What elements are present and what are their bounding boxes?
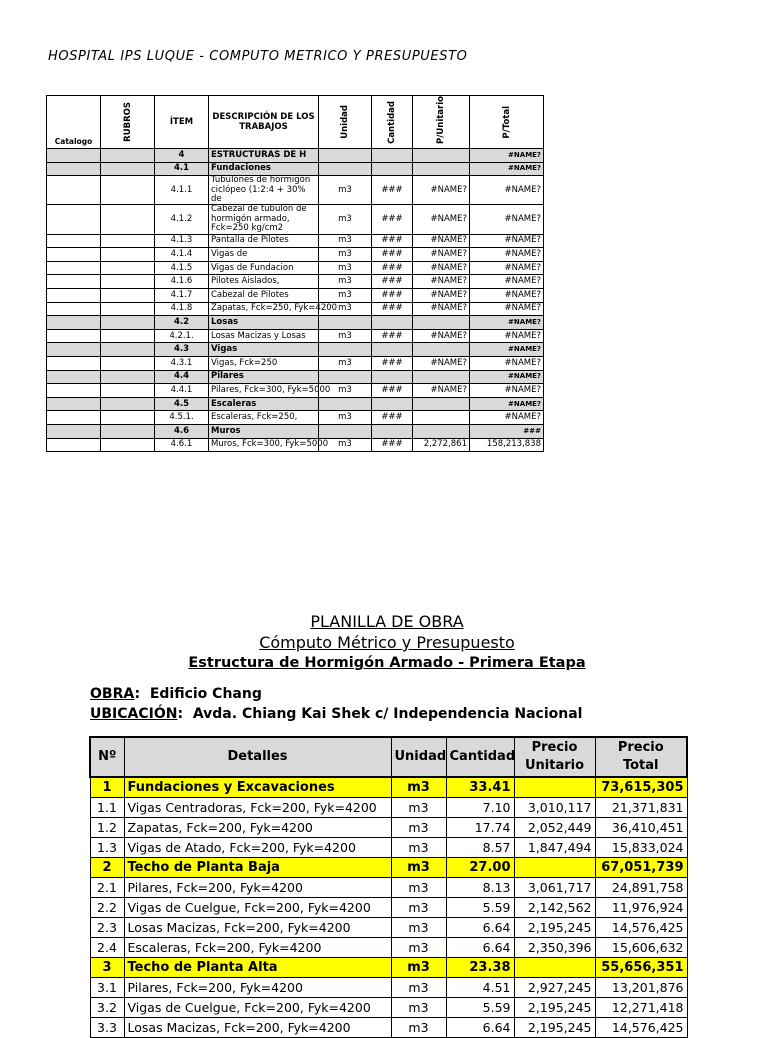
qty-cell: ### bbox=[372, 234, 413, 248]
header-n: Nº bbox=[90, 737, 124, 777]
pt-cell: 24,891,758 bbox=[595, 878, 687, 898]
pu-cell: #NAME? bbox=[413, 205, 470, 234]
unit-cell: m3 bbox=[391, 918, 446, 938]
pu-cell: #NAME? bbox=[413, 261, 470, 275]
rubros-cell bbox=[101, 162, 155, 176]
number-cell: 3 bbox=[90, 958, 124, 978]
qty-cell: 4.51 bbox=[446, 978, 514, 998]
item-cell: 4.1.7 bbox=[155, 289, 209, 303]
ubicacion-line: UBICACIÓN: Avda. Chiang Kai Shek c/ Independencia Nacional bbox=[90, 706, 583, 722]
detalle-cell: Techo de Planta Alta bbox=[124, 958, 391, 978]
group-row bbox=[47, 149, 544, 163]
item-cell: 4.1.5 bbox=[155, 261, 209, 275]
pt-cell: 11,976,924 bbox=[595, 898, 687, 918]
number-cell: 1.2 bbox=[90, 818, 124, 838]
unit-cell: m3 bbox=[319, 261, 372, 275]
number-cell: 1 bbox=[90, 777, 124, 798]
unit-cell: m3 bbox=[391, 978, 446, 998]
table-row bbox=[90, 1018, 687, 1038]
group-row bbox=[47, 397, 544, 411]
desc-cell: ESTRUCTURAS DE H bbox=[209, 149, 319, 163]
unit-cell: m3 bbox=[319, 411, 372, 425]
desc-cell: Escaleras bbox=[209, 397, 319, 411]
pt-cell: 12,271,418 bbox=[595, 998, 687, 1018]
qty-cell: ### bbox=[372, 329, 413, 343]
pt-cell: #NAME? bbox=[470, 248, 544, 262]
pu-cell: #NAME? bbox=[413, 248, 470, 262]
planilla-header-row bbox=[90, 737, 687, 777]
unit-cell: m3 bbox=[319, 302, 372, 316]
catalogo-cell bbox=[47, 384, 101, 398]
pu-cell: #NAME? bbox=[413, 234, 470, 248]
table-row bbox=[47, 302, 544, 316]
number-cell: 2.2 bbox=[90, 898, 124, 918]
catalogo-cell bbox=[47, 397, 101, 411]
pu-cell: #NAME? bbox=[413, 275, 470, 289]
table-row bbox=[47, 261, 544, 275]
header-rubros: RUBROS bbox=[101, 96, 155, 149]
catalogo-cell bbox=[47, 234, 101, 248]
pt-cell: 55,656,351 bbox=[595, 958, 687, 978]
number-cell: 2.3 bbox=[90, 918, 124, 938]
item-cell: 4.1.6 bbox=[155, 275, 209, 289]
rubros-cell bbox=[101, 149, 155, 163]
item-cell: 4.5.1. bbox=[155, 411, 209, 425]
table-row bbox=[90, 818, 687, 838]
rubros-cell bbox=[101, 289, 155, 303]
unit-cell: m3 bbox=[319, 384, 372, 398]
item-cell: 4.2.1. bbox=[155, 329, 209, 343]
pt-cell: #NAME? bbox=[470, 275, 544, 289]
table-row bbox=[47, 248, 544, 262]
detalle-cell: Pilares, Fck=200, Fyk=4200 bbox=[124, 878, 391, 898]
pu-cell: #NAME? bbox=[413, 329, 470, 343]
group-row bbox=[47, 343, 544, 357]
catalogo-cell bbox=[47, 248, 101, 262]
qty-cell: 33.41 bbox=[446, 777, 514, 798]
table-row bbox=[47, 289, 544, 303]
header-catalogo: Catalogo bbox=[47, 96, 101, 149]
item-cell: 4.6.1 bbox=[155, 438, 209, 452]
pt-cell: #NAME? bbox=[470, 343, 544, 357]
pu-cell bbox=[413, 424, 470, 438]
pu-cell: #NAME? bbox=[413, 176, 470, 205]
number-cell: 3.3 bbox=[90, 1018, 124, 1038]
unit-cell bbox=[319, 397, 372, 411]
unit-cell: m3 bbox=[391, 898, 446, 918]
desc-cell: Pilares bbox=[209, 370, 319, 384]
header-precio-total: Precio Total bbox=[595, 737, 687, 777]
pu-cell bbox=[514, 858, 595, 878]
header-cantidad: Cantidad bbox=[372, 96, 413, 149]
rubros-cell bbox=[101, 261, 155, 275]
catalogo-cell bbox=[47, 149, 101, 163]
pu-cell: 2,142,562 bbox=[514, 898, 595, 918]
ubicacion-label: UBICACIÓN bbox=[90, 706, 178, 722]
group-row bbox=[47, 424, 544, 438]
rubros-cell bbox=[101, 176, 155, 205]
unit-cell: m3 bbox=[319, 356, 372, 370]
unit-cell: m3 bbox=[319, 248, 372, 262]
catalogo-cell bbox=[47, 370, 101, 384]
desc-cell: Pilares, Fck=300, Fyk=5000 bbox=[209, 384, 319, 398]
catalogo-cell bbox=[47, 316, 101, 330]
header-descripcion: DESCRIPCIÓN DE LOS TRABAJOS bbox=[209, 96, 319, 149]
desc-cell: Losas bbox=[209, 316, 319, 330]
item-cell: 4.6 bbox=[155, 424, 209, 438]
unit-cell: m3 bbox=[391, 838, 446, 858]
rubros-cell bbox=[101, 343, 155, 357]
qty-cell bbox=[372, 424, 413, 438]
number-cell: 2.1 bbox=[90, 878, 124, 898]
pt-cell: #NAME? bbox=[470, 289, 544, 303]
rubros-cell bbox=[101, 205, 155, 234]
number-cell: 2.4 bbox=[90, 938, 124, 958]
table-row bbox=[47, 438, 544, 452]
rubros-cell bbox=[101, 329, 155, 343]
unit-cell: m3 bbox=[391, 798, 446, 818]
qty-cell: ### bbox=[372, 205, 413, 234]
pt-cell: 14,576,425 bbox=[595, 1018, 687, 1038]
desc-cell: Tubulones de hormigón ciclópeo (1:2:4 + 30% de bbox=[209, 176, 319, 205]
header-ptotal: P/Total bbox=[470, 96, 544, 149]
table-row bbox=[90, 878, 687, 898]
header-detalles: Detalles bbox=[124, 737, 391, 777]
item-cell: 4.4 bbox=[155, 370, 209, 384]
rubros-cell bbox=[101, 424, 155, 438]
qty-cell: 6.64 bbox=[446, 938, 514, 958]
item-cell: 4.1.3 bbox=[155, 234, 209, 248]
pt-cell: #NAME? bbox=[470, 302, 544, 316]
group-row bbox=[47, 370, 544, 384]
pt-cell: 67,051,739 bbox=[595, 858, 687, 878]
pt-cell: 21,371,831 bbox=[595, 798, 687, 818]
pu-cell: 2,195,245 bbox=[514, 918, 595, 938]
qty-cell bbox=[372, 316, 413, 330]
qty-cell: 5.59 bbox=[446, 898, 514, 918]
pu-cell: #NAME? bbox=[413, 302, 470, 316]
detalle-cell: Vigas de Cuelgue, Fck=200, Fyk=4200 bbox=[124, 898, 391, 918]
planilla-title: PLANILLA DE OBRA bbox=[310, 612, 464, 631]
catalogo-cell bbox=[47, 329, 101, 343]
section-row bbox=[90, 777, 687, 798]
desc-cell: Escaleras, Fck=250, bbox=[209, 411, 319, 425]
pu-cell bbox=[413, 343, 470, 357]
rubros-cell bbox=[101, 397, 155, 411]
unit-cell: m3 bbox=[391, 858, 446, 878]
table-row bbox=[90, 838, 687, 858]
obra-value: Edificio Chang bbox=[149, 686, 262, 702]
unit-cell: m3 bbox=[391, 998, 446, 1018]
desc-cell: Zapatas, Fck=250, Fyk=4200 bbox=[209, 302, 319, 316]
catalogo-cell bbox=[47, 356, 101, 370]
rubros-cell bbox=[101, 370, 155, 384]
table-row bbox=[90, 898, 687, 918]
pu-cell: 2,052,449 bbox=[514, 818, 595, 838]
pt-cell: #NAME? bbox=[470, 384, 544, 398]
pu-cell: 2,272,861 bbox=[413, 438, 470, 452]
catalogo-cell bbox=[47, 275, 101, 289]
detalle-cell: Vigas Centradoras, Fck=200, Fyk=4200 bbox=[124, 798, 391, 818]
pt-cell: 158,213,838 bbox=[470, 438, 544, 452]
pt-cell: 15,833,024 bbox=[595, 838, 687, 858]
item-cell: 4.3 bbox=[155, 343, 209, 357]
unit-cell bbox=[319, 370, 372, 384]
pt-cell: 15,606,632 bbox=[595, 938, 687, 958]
planilla-subtitle: Cómputo Métrico y Presupuesto bbox=[259, 633, 515, 652]
pt-cell: #NAME? bbox=[470, 162, 544, 176]
detalle-cell: Vigas de Atado, Fck=200, Fyk=4200 bbox=[124, 838, 391, 858]
desc-cell: Vigas de bbox=[209, 248, 319, 262]
table-row bbox=[47, 205, 544, 234]
desc-cell: Pilotes Aislados, bbox=[209, 275, 319, 289]
pu-cell bbox=[413, 162, 470, 176]
detalle-cell: Vigas de Cuelgue, Fck=200, Fyk=4200 bbox=[124, 998, 391, 1018]
obra-label: OBRA bbox=[90, 686, 135, 702]
unit-cell: m3 bbox=[319, 176, 372, 205]
table-row bbox=[47, 411, 544, 425]
pu-cell: 2,195,245 bbox=[514, 998, 595, 1018]
rubros-cell bbox=[101, 302, 155, 316]
pu-cell: 2,195,245 bbox=[514, 1018, 595, 1038]
ubicacion-value: Avda. Chiang Kai Shek c/ Independencia Nacional bbox=[192, 706, 583, 722]
catalogo-cell bbox=[47, 289, 101, 303]
item-cell: 4.1.1 bbox=[155, 176, 209, 205]
pt-cell: 73,615,305 bbox=[595, 777, 687, 798]
planilla-subtitle-2: Estructura de Hormigón Armado - Primera Etapa bbox=[188, 655, 586, 671]
pt-cell: #NAME? bbox=[470, 176, 544, 205]
catalogo-cell bbox=[47, 261, 101, 275]
unit-cell: m3 bbox=[319, 289, 372, 303]
table-row bbox=[47, 384, 544, 398]
item-cell: 4.5 bbox=[155, 397, 209, 411]
group-row bbox=[47, 316, 544, 330]
pt-cell: #NAME? bbox=[470, 397, 544, 411]
rubros-cell bbox=[101, 384, 155, 398]
qty-cell bbox=[372, 343, 413, 357]
catalogo-cell bbox=[47, 411, 101, 425]
qty-cell: 5.59 bbox=[446, 998, 514, 1018]
group-row bbox=[47, 162, 544, 176]
pt-cell: #NAME? bbox=[470, 329, 544, 343]
number-cell: 1.1 bbox=[90, 798, 124, 818]
desc-cell: Vigas, Fck=250 bbox=[209, 356, 319, 370]
pt-cell: #NAME? bbox=[470, 234, 544, 248]
qty-cell: 8.13 bbox=[446, 878, 514, 898]
qty-cell: 23.38 bbox=[446, 958, 514, 978]
rubros-cell bbox=[101, 248, 155, 262]
item-cell: 4.1.8 bbox=[155, 302, 209, 316]
unit-cell bbox=[319, 162, 372, 176]
qty-cell: ### bbox=[372, 248, 413, 262]
unit-cell: m3 bbox=[391, 878, 446, 898]
pt-cell: #NAME? bbox=[470, 370, 544, 384]
pt-cell: #NAME? bbox=[470, 149, 544, 163]
unit-cell: m3 bbox=[391, 958, 446, 978]
table-row bbox=[47, 356, 544, 370]
pt-cell: 36,410,451 bbox=[595, 818, 687, 838]
catalogo-cell bbox=[47, 176, 101, 205]
qty-cell: 6.64 bbox=[446, 1018, 514, 1038]
obra-line: OBRA: Edificio Chang bbox=[90, 686, 262, 702]
pu-cell bbox=[413, 149, 470, 163]
pt-cell: ### bbox=[470, 424, 544, 438]
table-row bbox=[90, 938, 687, 958]
qty-cell: ### bbox=[372, 302, 413, 316]
catalogo-cell bbox=[47, 302, 101, 316]
rubros-cell bbox=[101, 356, 155, 370]
pu-cell bbox=[413, 370, 470, 384]
detalle-cell: Losas Macizas, Fck=200, Fyk=4200 bbox=[124, 1018, 391, 1038]
pt-cell: #NAME? bbox=[470, 205, 544, 234]
pu-cell: 3,010,117 bbox=[514, 798, 595, 818]
unit-cell bbox=[319, 343, 372, 357]
doc1-title: HOSPITAL IPS LUQUE - COMPUTO METRICO Y PRESUPUESTO bbox=[48, 49, 468, 64]
item-cell: 4.3.1 bbox=[155, 356, 209, 370]
qty-cell bbox=[372, 397, 413, 411]
desc-cell: Losas Macizas y Losas bbox=[209, 329, 319, 343]
item-cell: 4 bbox=[155, 149, 209, 163]
unit-cell bbox=[319, 316, 372, 330]
planilla-table bbox=[89, 736, 688, 1038]
catalogo-cell bbox=[47, 343, 101, 357]
pu-cell: 2,350,396 bbox=[514, 938, 595, 958]
detalle-cell: Losas Macizas, Fck=200, Fyk=4200 bbox=[124, 918, 391, 938]
qty-cell: ### bbox=[372, 289, 413, 303]
unit-cell: m3 bbox=[391, 1018, 446, 1038]
pt-cell: #NAME? bbox=[470, 261, 544, 275]
qty-cell: 8.57 bbox=[446, 838, 514, 858]
qty-cell bbox=[372, 370, 413, 384]
rubros-cell bbox=[101, 438, 155, 452]
pu-cell bbox=[413, 397, 470, 411]
table-row bbox=[90, 978, 687, 998]
item-cell: 4.1 bbox=[155, 162, 209, 176]
detalle-cell: Techo de Planta Baja bbox=[124, 858, 391, 878]
pu-cell: 3,061,717 bbox=[514, 878, 595, 898]
pu-cell: #NAME? bbox=[413, 384, 470, 398]
section-row bbox=[90, 858, 687, 878]
unit-cell bbox=[319, 424, 372, 438]
detalle-cell: Escaleras, Fck=200, Fyk=4200 bbox=[124, 938, 391, 958]
qty-cell: 17.74 bbox=[446, 818, 514, 838]
qty-cell: 27.00 bbox=[446, 858, 514, 878]
qty-cell: ### bbox=[372, 411, 413, 425]
header-cantidad: Cantidad bbox=[446, 737, 514, 777]
qty-cell: ### bbox=[372, 356, 413, 370]
rubros-cell bbox=[101, 316, 155, 330]
header-unidad: Unidad bbox=[391, 737, 446, 777]
unit-cell: m3 bbox=[319, 438, 372, 452]
pt-cell: 13,201,876 bbox=[595, 978, 687, 998]
desc-cell: Cabezal de Pilotes bbox=[209, 289, 319, 303]
item-cell: 4.4.1 bbox=[155, 384, 209, 398]
qty-cell: ### bbox=[372, 384, 413, 398]
desc-cell: Muros bbox=[209, 424, 319, 438]
catalogo-cell bbox=[47, 438, 101, 452]
number-cell: 1.3 bbox=[90, 838, 124, 858]
pt-cell: #NAME? bbox=[470, 316, 544, 330]
table-row bbox=[47, 275, 544, 289]
header-precio-unitario: Precio Unitario bbox=[514, 737, 595, 777]
desc-cell: Pantalla de Pilotes bbox=[209, 234, 319, 248]
qty-cell: 6.64 bbox=[446, 918, 514, 938]
rubros-cell bbox=[101, 234, 155, 248]
unit-cell: m3 bbox=[391, 938, 446, 958]
rubros-cell bbox=[101, 411, 155, 425]
item-cell: 4.1.4 bbox=[155, 248, 209, 262]
item-cell: 4.2 bbox=[155, 316, 209, 330]
pu-cell bbox=[413, 316, 470, 330]
desc-cell: Cabezal de tubulón de hormigón armado, Fck=250 kg/cm2 bbox=[209, 205, 319, 234]
unit-cell bbox=[319, 149, 372, 163]
qty-cell bbox=[372, 149, 413, 163]
number-cell: 3.1 bbox=[90, 978, 124, 998]
qty-cell: ### bbox=[372, 275, 413, 289]
table-row bbox=[47, 329, 544, 343]
unit-cell: m3 bbox=[319, 234, 372, 248]
unit-cell: m3 bbox=[319, 275, 372, 289]
table-row bbox=[90, 918, 687, 938]
header-unidad: Unidad bbox=[319, 96, 372, 149]
item-cell: 4.1.2 bbox=[155, 205, 209, 234]
unit-cell: m3 bbox=[391, 777, 446, 798]
qty-cell: ### bbox=[372, 176, 413, 205]
catalogo-cell bbox=[47, 424, 101, 438]
catalogo-cell bbox=[47, 162, 101, 176]
pt-cell: #NAME? bbox=[470, 411, 544, 425]
pu-cell: #NAME? bbox=[413, 356, 470, 370]
table-header-row bbox=[47, 96, 544, 149]
pu-cell: 2,927,245 bbox=[514, 978, 595, 998]
table-row bbox=[47, 234, 544, 248]
qty-cell: ### bbox=[372, 438, 413, 452]
pu-cell bbox=[514, 958, 595, 978]
pu-cell: 1,847,494 bbox=[514, 838, 595, 858]
pu-cell bbox=[514, 777, 595, 798]
pt-cell: 14,576,425 bbox=[595, 918, 687, 938]
catalogo-cell bbox=[47, 205, 101, 234]
table-row bbox=[47, 176, 544, 205]
detalle-cell: Zapatas, Fck=200, Fyk=4200 bbox=[124, 818, 391, 838]
computo-table bbox=[46, 95, 544, 452]
qty-cell: 7.10 bbox=[446, 798, 514, 818]
pu-cell bbox=[413, 411, 470, 425]
desc-cell: Vigas bbox=[209, 343, 319, 357]
number-cell: 3.2 bbox=[90, 998, 124, 1018]
header-item: ÍTEM bbox=[155, 96, 209, 149]
unit-cell: m3 bbox=[319, 329, 372, 343]
qty-cell: ### bbox=[372, 261, 413, 275]
number-cell: 2 bbox=[90, 858, 124, 878]
table-row bbox=[90, 998, 687, 1018]
detalle-cell: Pilares, Fck=200, Fyk=4200 bbox=[124, 978, 391, 998]
desc-cell: Muros, Fck=300, Fyk=5000 bbox=[209, 438, 319, 452]
unit-cell: m3 bbox=[319, 205, 372, 234]
table-row bbox=[90, 798, 687, 818]
section-row bbox=[90, 958, 687, 978]
desc-cell: Vigas de Fundacion bbox=[209, 261, 319, 275]
detalle-cell: Fundaciones y Excavaciones bbox=[124, 777, 391, 798]
qty-cell bbox=[372, 162, 413, 176]
desc-cell: Fundaciones bbox=[209, 162, 319, 176]
pt-cell: #NAME? bbox=[470, 356, 544, 370]
rubros-cell bbox=[101, 275, 155, 289]
pu-cell: #NAME? bbox=[413, 289, 470, 303]
header-punitario: P/Unitario bbox=[413, 96, 470, 149]
unit-cell: m3 bbox=[391, 818, 446, 838]
